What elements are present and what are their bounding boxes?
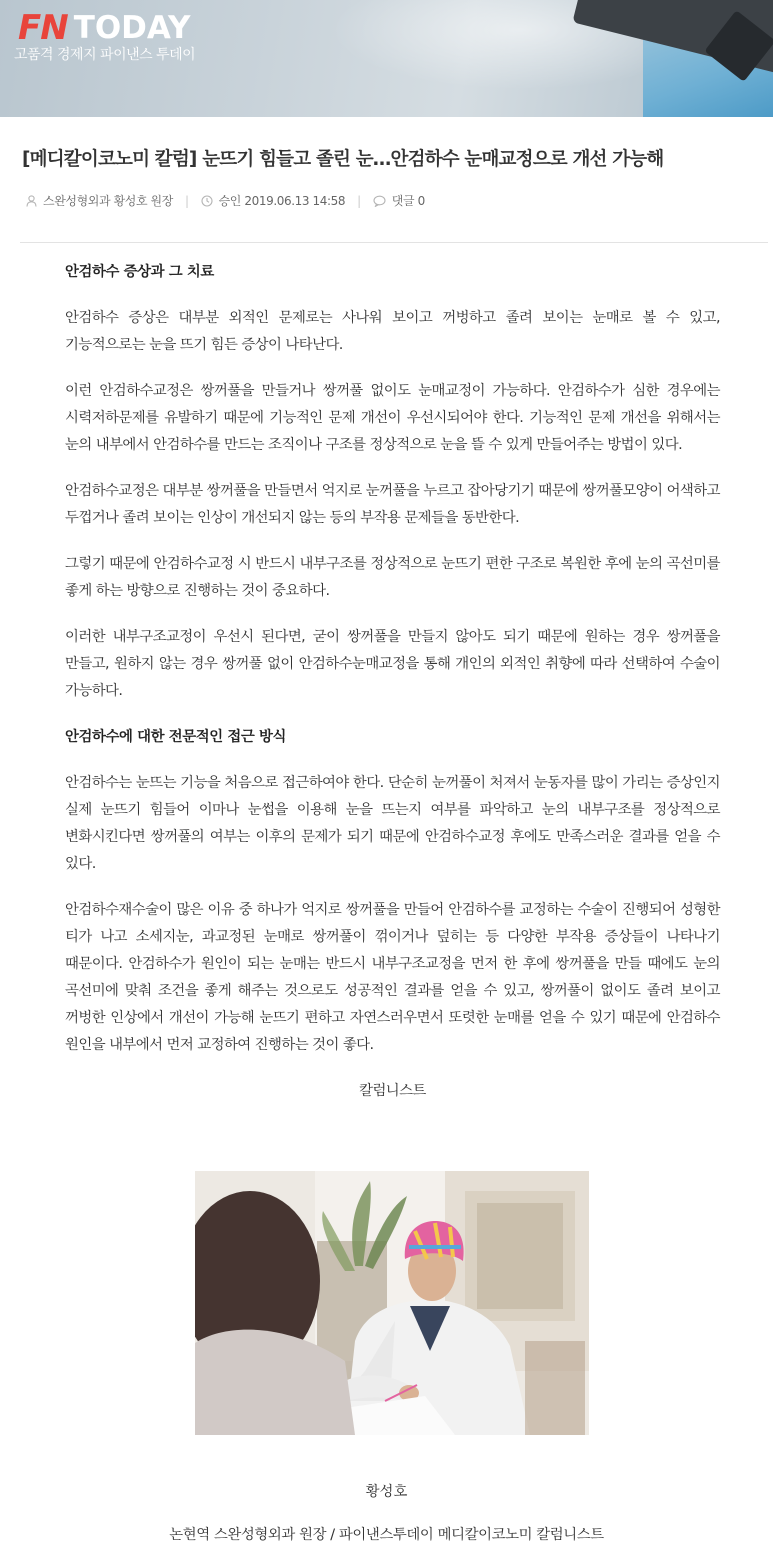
- article-title: [메디칼이코노미 칼럼] 눈뜨기 힘들고 졸린 눈…안검하수 눈매교정으로 개선 가능해: [22, 149, 664, 170]
- article-paragraph: 안검하수는 눈뜨는 기능을 처음으로 접근하여야 한다. 단순히 눈꺼풀이 처져서 눈동자를 많이 가리는 증상인지 실제 눈뜨기 힘들어 이마나 눈썹을 이용해 눈을 뜨는지 여부를 파악하고 눈의 내부구조를 정상적으로 변화시킨다면 쌍꺼풀의 여부는 이후의 문제가 되기 때문에 안검하수교정 후에도 만족스러운 결과를 얻을 수 있다.: [65, 775, 720, 872]
- article-paragraph: 이런 안검하수교정은 쌍꺼풀을 만들거나 쌍꺼풀 없이도 눈매교정이 가능하다. 안검하수가 심한 경우에는 시력저하문제를 유발하기 때문에 기능적인 문제 개선이 우선시되어야 한다. 기능적인 문제 개선을 위해서는 눈의 내부에서 안검하수를 만드는 조직이나 구조를 정상적으로 눈을 뜰 수 있게 만들어주는 방법이 있다.: [65, 383, 720, 453]
- article-paragraph: 안검하수재수술이 많은 이유 중 하나가 억지로 쌍꺼풀을 만들어 안검하수를 교정하는 수술이 진행되어 성형한 티가 나고 소세지눈, 과교정된 눈매로 쌍꺼풀이 꺾이거나 덮히는 등 다양한 부작용 증상들이 나타나기 때문이다. 안검하수가 원인이 되는 눈매는 반드시 내부구조교정을 먼저 한 후에 쌍꺼풀을 만들 때에도 눈의 곡선미에 맞춰 조건을 좋게 해주는 것으로도 성공적인 결과를 얻을 수 있고, 쌍꺼풀이 없이도 졸려 보이고 꺼벙한 인상에서 개선이 가능해 눈뜨기 편하고 자연스러우면서 또렷한 눈매를 얻을 수 있기 때문에 안검하수 원인을 내부에서 먼저 교정하여 진행하는 것이 좋다.: [65, 902, 720, 1053]
- article-meta: [26, 192, 425, 209]
- site-tagline: 고품격 경제지 파이낸스 투데이: [14, 47, 196, 63]
- columnist-name: 황성호: [365, 1484, 408, 1500]
- meta-author-text[interactable]: 스완성형외과 황성호 원장: [43, 194, 173, 208]
- meta-separator: |: [184, 193, 189, 208]
- meta-author: [26, 192, 173, 209]
- logo-today: TODAY: [73, 10, 191, 46]
- header-divider: [20, 242, 768, 243]
- article-paragraph: 그렇기 때문에 안검하수교정 시 반드시 내부구조를 정상적으로 눈뜨기 편한 구조로 복원한 후에 눈의 곡선미를 좋게 하는 방향으로 진행하는 것이 중요하다.: [65, 556, 720, 599]
- article-paragraph: 안검하수교정은 대부분 쌍꺼풀을 만들면서 억지로 눈꺼풀을 누르고 잡아당기기 때문에 쌍꺼풀모양이 어색하고 두껍거나 졸려 보이는 인상이 개선되지 않는 등의 부작용 문제들을 동반한다.: [65, 483, 720, 526]
- comment-icon: [373, 195, 386, 207]
- article-paragraph: 안검하수 증상은 대부분 외적인 문제로는 사나워 보이고 꺼벙하고 졸려 보이는 눈매로 볼 수 있고, 기능적으로는 눈을 뜨기 힘든 증상이 나타난다.: [65, 310, 720, 353]
- section-heading: 안검하수 증상과 그 치료: [65, 264, 214, 280]
- columnist-photo: [195, 1171, 589, 1435]
- meta-comments[interactable]: [373, 192, 425, 209]
- user-icon: [26, 195, 37, 207]
- site-logo[interactable]: [18, 8, 190, 48]
- logo-fn: FN: [18, 8, 68, 48]
- section-heading: 안검하수에 대한 전문적인 접근 방식: [65, 729, 286, 745]
- clock-icon: [201, 195, 213, 207]
- meta-separator: |: [357, 193, 361, 208]
- meta-comments-text[interactable]: 댓글 0: [391, 194, 425, 208]
- meta-approved: [201, 192, 346, 209]
- columnist-caption: 칼럼니스트: [359, 1083, 426, 1099]
- article-paragraph: 이러한 내부구조교정이 우선시 된다면, 굳이 쌍꺼풀을 만들지 않아도 되기 때문에 원하는 경우 쌍꺼풀을 만들고, 원하지 않는 경우 쌍꺼풀 없이 안검하수눈매교정을 통해 개인의 외적인 취향에 따라 선택하여 수술이 가능하다.: [65, 629, 720, 699]
- site-header-banner: [0, 0, 773, 117]
- article-body: [65, 259, 720, 1121]
- meta-approved-text: 승인 2019.06.13 14:58: [218, 194, 346, 208]
- columnist-role: 논현역 스완성형외과 원장 / 파이낸스투데이 메디칼이코노미 칼럼니스트: [169, 1527, 604, 1543]
